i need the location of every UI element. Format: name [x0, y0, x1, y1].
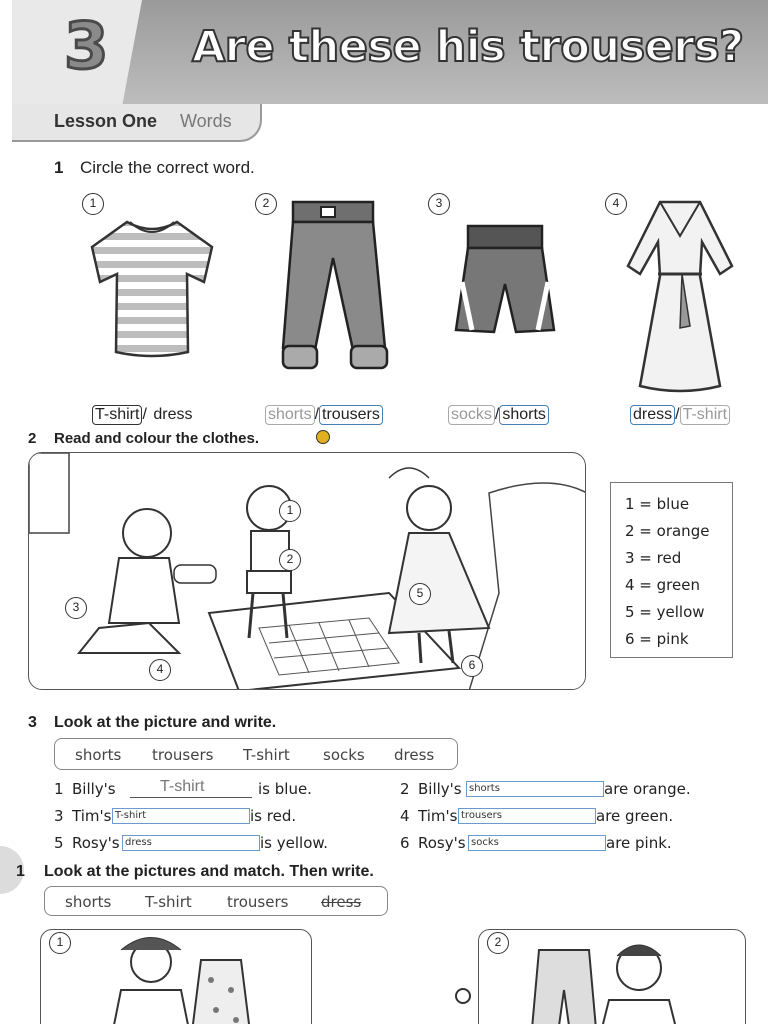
sentence-name: Rosy's: [418, 834, 466, 852]
page-title: Are these his trousers?: [192, 22, 744, 72]
ex1-item-number: 4: [605, 193, 627, 215]
sentence-number: 5: [54, 834, 64, 852]
scene-label: 2: [279, 549, 301, 571]
sentence-end: are green.: [596, 807, 674, 825]
lesson-topic: Words: [180, 111, 232, 131]
colour-key-row: 1 = blue: [625, 495, 690, 513]
word-chip: shorts: [75, 746, 122, 764]
woman-dress-picture: [41, 930, 312, 1024]
sentence-end: is red.: [250, 807, 297, 825]
sentence-number: 4: [400, 807, 410, 825]
colouring-scene[interactable]: [28, 452, 586, 690]
ex1-choice-3: [448, 405, 549, 425]
sentence-end: are orange.: [604, 780, 691, 798]
separator: /: [494, 406, 500, 423]
ex1-choice-2: [265, 405, 383, 425]
colour-key-row: 4 = green: [625, 576, 700, 594]
word-chip: shorts: [65, 893, 112, 911]
ex1-item-number: 2: [255, 193, 277, 215]
ex2-number: 2: [28, 430, 37, 447]
match-dot[interactable]: [455, 988, 471, 1004]
sentence-end: are pink.: [606, 834, 672, 852]
sentence-number: 3: [54, 807, 64, 825]
sentence-name: Tim's: [418, 807, 458, 825]
ex1-item-number: 1: [82, 193, 104, 215]
colour-key-row: 3 = red: [625, 549, 682, 567]
sentence-end: is yellow.: [260, 834, 329, 852]
word-option[interactable]: dress: [630, 405, 675, 425]
ex3-instruction: Look at the picture and write.: [54, 714, 277, 731]
scene-label: 3: [65, 597, 87, 619]
word-chip: T-shirt: [145, 893, 192, 911]
colour-key-row: 5 = yellow: [625, 603, 705, 621]
word-chip-crossed: dress: [321, 893, 362, 911]
answer-handwritten: T-shirt: [160, 778, 205, 795]
scene-label: 4: [149, 659, 171, 681]
dress-icon: [620, 196, 740, 396]
answer-input[interactable]: trousers: [458, 808, 596, 824]
scene-label: 5: [409, 583, 431, 605]
sentence-name: Billy's: [418, 780, 462, 798]
sentence-number: 6: [400, 834, 410, 852]
answer-line: [130, 797, 252, 798]
ex1-item-number: 3: [428, 193, 450, 215]
trousers-icon: [275, 198, 390, 378]
ex3-number: 3: [28, 714, 37, 731]
ex1-choice-1: [92, 405, 194, 425]
word-chip: dress: [394, 746, 435, 764]
answer-input[interactable]: dress: [122, 835, 260, 851]
ex1-choice-4: [630, 405, 730, 425]
sentence-end: is blue.: [258, 780, 312, 798]
ex2-instruction: Read and colour the clothes.: [54, 430, 260, 447]
answer-input[interactable]: shorts: [466, 781, 604, 797]
ex1-number: 1: [54, 158, 64, 177]
word-option[interactable]: T-shirt: [92, 405, 142, 425]
scene-label: 6: [461, 655, 483, 677]
word-option[interactable]: shorts: [499, 405, 549, 425]
ex4-word-box: [44, 886, 388, 916]
word-chip: socks: [323, 746, 365, 764]
scene-label: 1: [279, 500, 301, 522]
word-option[interactable]: T-shirt: [680, 405, 730, 425]
word-option[interactable]: socks: [448, 405, 495, 425]
sentence-name: Rosy's: [72, 834, 120, 852]
answer-input[interactable]: socks: [468, 835, 606, 851]
picture-number: 2: [487, 932, 509, 954]
shorts-icon: [450, 222, 560, 337]
ex1-instruction: Circle the correct word.: [80, 158, 255, 177]
match-picture-2[interactable]: [478, 929, 746, 1024]
separator: /: [314, 406, 320, 423]
separator: /: [675, 406, 680, 423]
children-puzzle-picture: [29, 453, 586, 690]
sentence-number: 1: [54, 780, 64, 798]
colour-key-row: 2 = orange: [625, 522, 710, 540]
ex4-number: 1: [16, 863, 25, 880]
sentence-name: Billy's: [72, 780, 116, 798]
sentence-name: Tim's: [72, 807, 112, 825]
word-chip: trousers: [152, 746, 214, 764]
word-option[interactable]: dress: [153, 406, 193, 423]
word-chip: trousers: [227, 893, 289, 911]
picture-number: 1: [49, 932, 71, 954]
crayon-icon: [316, 430, 330, 444]
match-picture-1[interactable]: [40, 929, 312, 1024]
lesson-tab: [12, 104, 262, 142]
answer-input[interactable]: T-shirt: [112, 808, 250, 824]
colour-key-row: 6 = pink: [625, 630, 689, 648]
word-chip: T-shirt: [243, 746, 290, 764]
colour-key: [610, 482, 733, 658]
ex4-instruction: Look at the pictures and match. Then write.: [44, 863, 374, 880]
ex3-word-box: [54, 738, 458, 770]
unit-header: [12, 0, 768, 104]
lesson-name: Lesson One: [54, 111, 158, 131]
word-option[interactable]: shorts: [265, 405, 315, 425]
man-trousers-picture: [479, 930, 746, 1024]
tshirt-icon: [82, 212, 222, 362]
separator: /: [142, 406, 147, 423]
word-option[interactable]: trousers: [319, 405, 383, 425]
sentence-number: 2: [400, 780, 410, 798]
unit-number: 3: [64, 10, 109, 84]
